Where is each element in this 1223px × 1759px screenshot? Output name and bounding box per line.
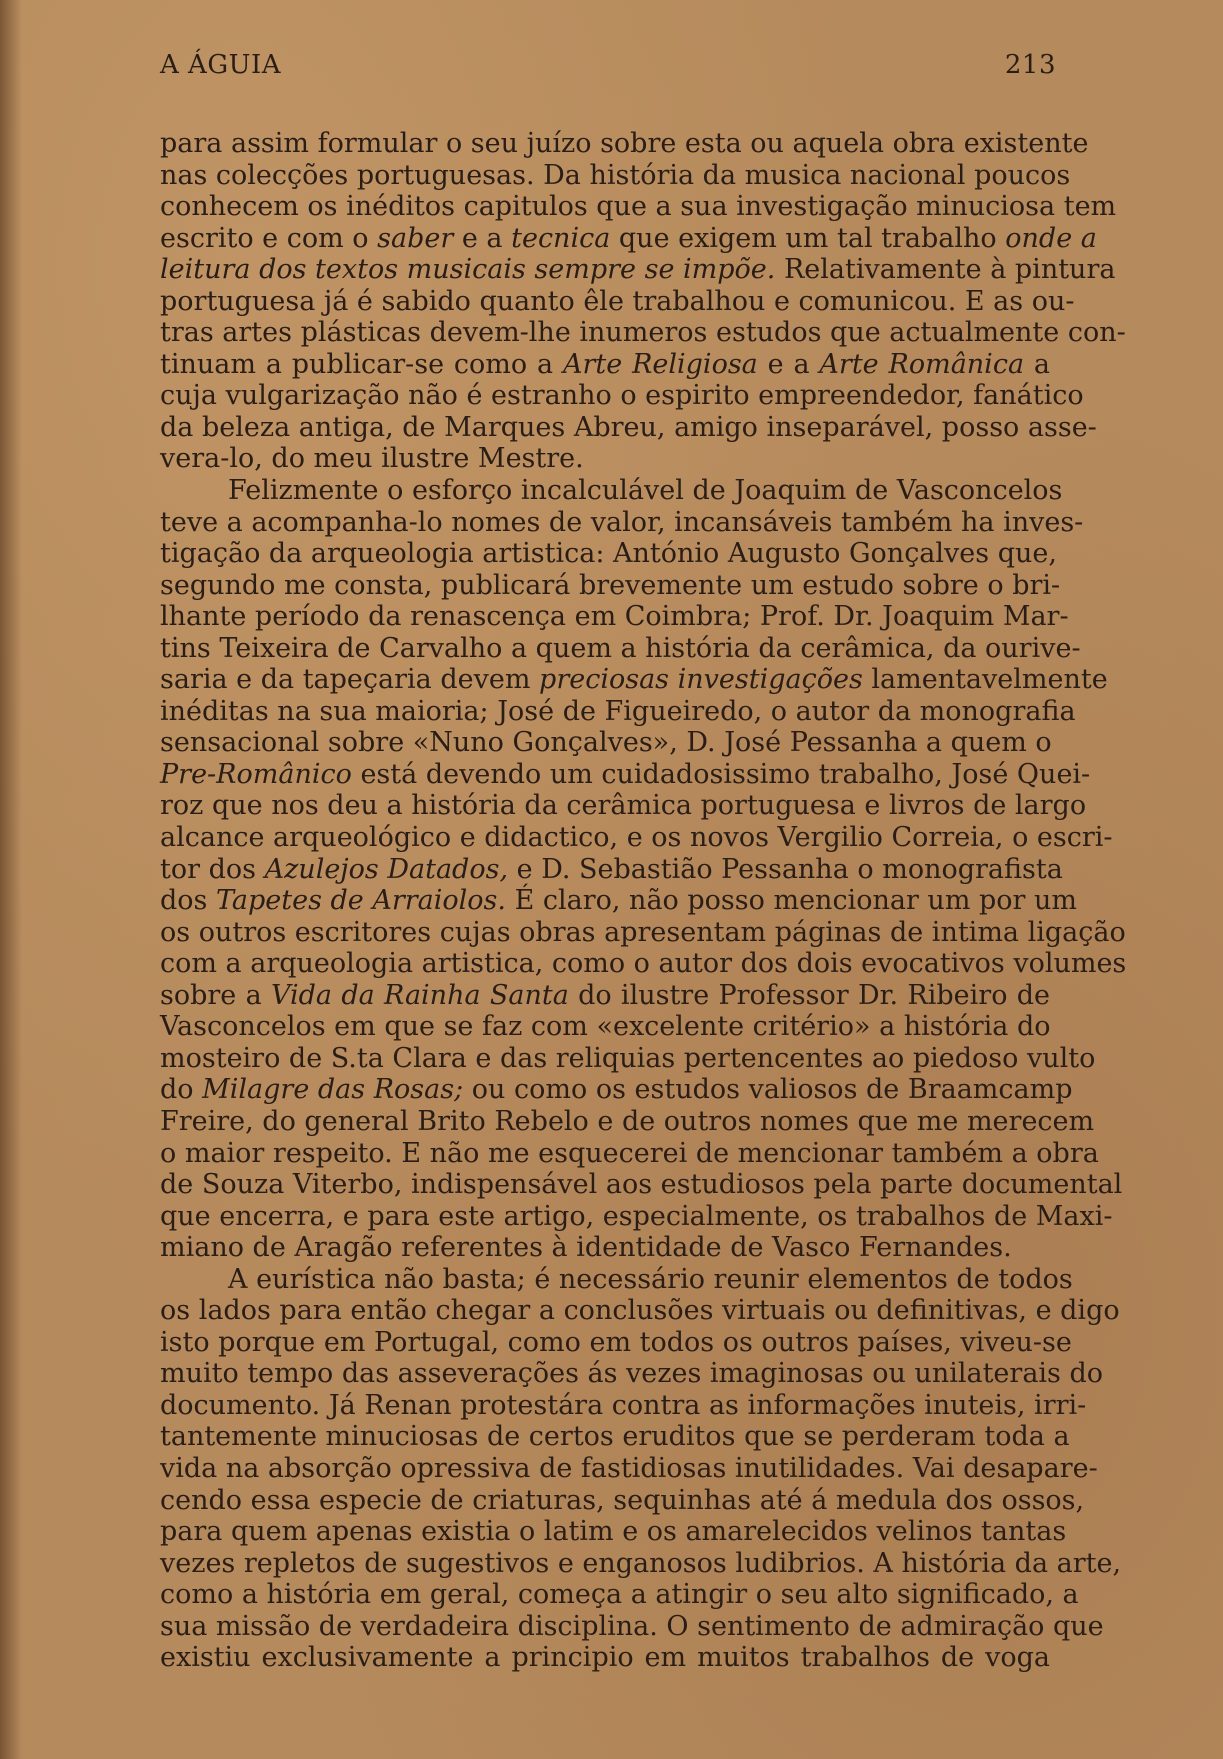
text-line	[160, 222, 1097, 255]
text-segment: É claro, não posso mencionar um por um	[506, 885, 1078, 917]
text-line	[160, 538, 1057, 570]
text-line	[160, 1169, 1123, 1201]
text-segment: o maior respeito. E não me esquecerei de mencionar também a obra	[160, 1137, 1099, 1169]
italic-text: Azulejos Datados,	[264, 853, 509, 885]
text-segment: vida na absorção opressiva de fastidiosas inutilidades. Vai desapare-	[160, 1452, 1098, 1484]
text-line	[160, 885, 1078, 917]
text-segment: e a	[757, 348, 820, 380]
text-line	[160, 349, 1050, 381]
text-segment: para assim formular o seu juízo sobre esta ou aquela obra existente	[160, 128, 1089, 159]
text-line	[160, 254, 1116, 286]
text-line	[160, 916, 1126, 949]
text-line	[160, 1610, 1104, 1643]
text-segment: a	[1024, 348, 1050, 380]
italic-text: Arte Religiosa	[562, 348, 758, 380]
italic-text: leitura dos textos musicais sempre se impõe.	[160, 254, 776, 286]
text-segment: isto porque em Portugal, como em todos os outros países, viveu-se	[160, 1326, 1072, 1358]
text-line	[160, 380, 1084, 412]
text-line	[160, 159, 1071, 192]
text-line	[160, 1326, 1072, 1359]
text-segment: tor dos	[160, 853, 265, 885]
italic-text: Pre-Românico	[160, 758, 352, 790]
text-line	[160, 1074, 1073, 1106]
text-line	[160, 790, 1087, 822]
text-line	[160, 1011, 1050, 1043]
text-segment: vera-lo, do meu ilustre Mestre.	[160, 443, 584, 475]
text-segment: Vasconcelos em que se faz com «excelente critério» a história do	[160, 1011, 1051, 1043]
text-segment: segundo me consta, publicará brevemente um estudo sobre o bri-	[160, 569, 1061, 601]
text-segment: os outros escritores cujas obras apresentam páginas de intima ligação	[160, 916, 1126, 948]
text-line	[160, 1516, 1067, 1548]
text-segment: inéditas na sua maioria; José de Figueiredo, o autor da monografia	[160, 695, 1076, 727]
text-segment: conhecem os inéditos capitulos que a sua investigação minuciosa tem	[160, 191, 1117, 223]
text-segment: roz que nos deu a história da cerâmica portuguesa e livros de largo	[160, 790, 1087, 822]
binding-shadow	[0, 0, 22, 1759]
text-line	[160, 506, 1084, 539]
text-line	[160, 1421, 1070, 1453]
text-segment: cuja vulgarização não é estranho o espirito empreendedor, fanático	[160, 380, 1084, 412]
text-line	[160, 191, 1117, 223]
text-line	[160, 727, 1050, 759]
italic-text: Milagre das Rosas;	[202, 1074, 464, 1106]
italic-text: Vida da Rainha Santa	[270, 979, 569, 1011]
text-segment: sua missão de verdadeira disciplina. O sentimento de admiração que	[160, 1610, 1104, 1642]
text-segment: do ilustre Professor Dr. Ribeiro de	[568, 979, 1051, 1011]
text-segment: tigação da arqueologia artistica: António Augusto Gonçalves que,	[160, 538, 1057, 570]
text-line	[160, 1579, 1079, 1611]
text-segment: tins Teixeira de Carvalho a quem a história da cerâmica, da ourive-	[160, 632, 1081, 664]
text-segment: alcance arqueológico e didactico, e os novos Vergilio Correia, o escri-	[160, 822, 1113, 854]
text-segment: de Souza Viterbo, indispensável aos estudiosos pela parte documental	[160, 1169, 1123, 1201]
text-line	[160, 1232, 1050, 1264]
text-segment: lamentavelmente	[862, 664, 1108, 696]
text-line	[160, 1484, 1085, 1517]
running-head	[160, 50, 1056, 86]
text-line	[160, 1200, 1113, 1233]
text-line	[160, 128, 1089, 160]
text-line	[160, 1263, 1073, 1296]
text-segment: documento. Já Renan protestára contra as informações inuteis, irri-	[160, 1389, 1087, 1421]
text-segment: e D. Sebastião Pessanha o monografista	[508, 853, 1063, 885]
text-segment: A eurística não basta; é necessário reunir elementos de todos	[228, 1263, 1073, 1295]
text-segment: teve a acompanha-lo nomes de valor, incansáveis também ha inves-	[160, 506, 1084, 538]
text-line	[160, 443, 1050, 475]
text-segment: como a história em geral, começa a atingir o seu alto significado, a	[160, 1579, 1079, 1611]
text-segment: ou como os estudos valiosos de Braamcamp	[463, 1074, 1073, 1106]
text-segment: e a	[453, 222, 512, 254]
text-line	[160, 1389, 1087, 1422]
text-segment: da beleza antiga, de Marques Abreu, amigo inseparável, posso asse-	[160, 411, 1097, 443]
text-segment: mosteiro de S.ta Clara e das reliquias pertencentes ao piedoso vulto	[160, 1042, 1096, 1074]
text-line	[160, 1105, 1095, 1138]
text-segment: cendo essa especie de criaturas, sequinhas até á medula dos ossos,	[160, 1484, 1085, 1516]
text-line	[160, 632, 1081, 665]
text-line	[160, 980, 1050, 1012]
text-line	[160, 569, 1061, 602]
text-line	[160, 1358, 1104, 1390]
text-segment: existiu exclusivamente a principio em muitos trabalhos de voga	[160, 1642, 1050, 1674]
text-line	[160, 695, 1076, 728]
text-segment: sobre a	[160, 979, 271, 1011]
text-segment: Felizmente o esforço incalculável de Joaquim de Vasconcelos	[228, 475, 1063, 507]
text-segment: Freire, do general Brito Rebelo e de outros nomes que me merecem	[160, 1105, 1095, 1137]
text-segment: saria e da tapeçaria devem	[160, 664, 540, 696]
text-segment: com a arqueologia artistica, como o autor dos dois evocativos volumes	[160, 948, 1127, 980]
text-segment: os lados para então chegar a conclusões virtuais ou definitivas, e digo	[160, 1295, 1120, 1327]
text-segment: para quem apenas existia o latim e os amarelecidos velinos tantas	[160, 1516, 1067, 1548]
page-number: 213	[1004, 50, 1056, 80]
text-segment: tinuam a publicar-se como a	[160, 348, 563, 380]
text-segment: nas colecções portuguesas. Da história da musica nacional poucos	[160, 159, 1071, 191]
text-line	[160, 822, 1113, 854]
text-segment: do	[160, 1074, 203, 1106]
text-line	[160, 1295, 1120, 1327]
text-segment: miano de Aragão referentes à identidade de Vasco Fernandes.	[160, 1232, 1012, 1264]
italic-text: tecnica	[511, 222, 611, 254]
text-line	[160, 1137, 1099, 1170]
text-segment: tras artes plásticas devem-lhe inumeros estudos que actualmente con-	[160, 317, 1126, 349]
text-segment: tantemente minuciosas de certos eruditos que se perderam toda a	[160, 1421, 1070, 1453]
text-segment: escrito e com o	[160, 222, 378, 254]
journal-title: A ÁGUIA	[160, 50, 282, 80]
text-segment: lhante período da renascença em Coimbra; Prof. Dr. Joaquim Mar-	[160, 601, 1069, 633]
text-segment: muito tempo das asseverações ás vezes imaginosas ou unilaterais do	[160, 1358, 1104, 1390]
italic-text: saber	[377, 222, 454, 254]
text-line	[160, 1547, 1122, 1580]
text-line	[160, 948, 1127, 980]
text-line	[160, 853, 1063, 886]
italic-text: Tapetes de Arraiolos.	[215, 885, 506, 917]
text-segment: que encerra, e para este artigo, especialmente, os trabalhos de Maxi-	[160, 1200, 1113, 1232]
text-line	[160, 1042, 1096, 1075]
italic-text: Arte Românica	[819, 348, 1025, 380]
body-text	[160, 128, 1127, 1674]
text-line	[160, 758, 1091, 791]
text-segment: portuguesa já é sabido quanto êle trabalhou e comunicou. E as ou-	[160, 285, 1075, 317]
text-segment: sensacional sobre «Nuno Gonçalves», D. José Pessanha a quem o	[160, 727, 1052, 759]
text-segment: dos	[160, 885, 216, 917]
text-segment: que exigem um tal trabalho	[610, 222, 1006, 254]
italic-text: preciosas investigações	[539, 664, 863, 696]
italic-text: onde a	[1005, 222, 1097, 254]
text-line	[160, 664, 1108, 696]
text-line	[160, 411, 1097, 444]
text-line	[160, 1642, 1050, 1674]
text-segment: Relativamente à pintura	[775, 254, 1116, 286]
text-segment: vezes repletos de sugestivos e enganosos ludibrios. A história da arte,	[160, 1547, 1122, 1579]
text-line	[160, 1452, 1098, 1485]
text-line	[160, 601, 1069, 633]
text-line	[160, 475, 1063, 507]
text-line	[160, 285, 1075, 318]
text-segment: está devendo um cuidadosissimo trabalho, José Quei-	[351, 758, 1091, 790]
text-line	[160, 317, 1126, 349]
